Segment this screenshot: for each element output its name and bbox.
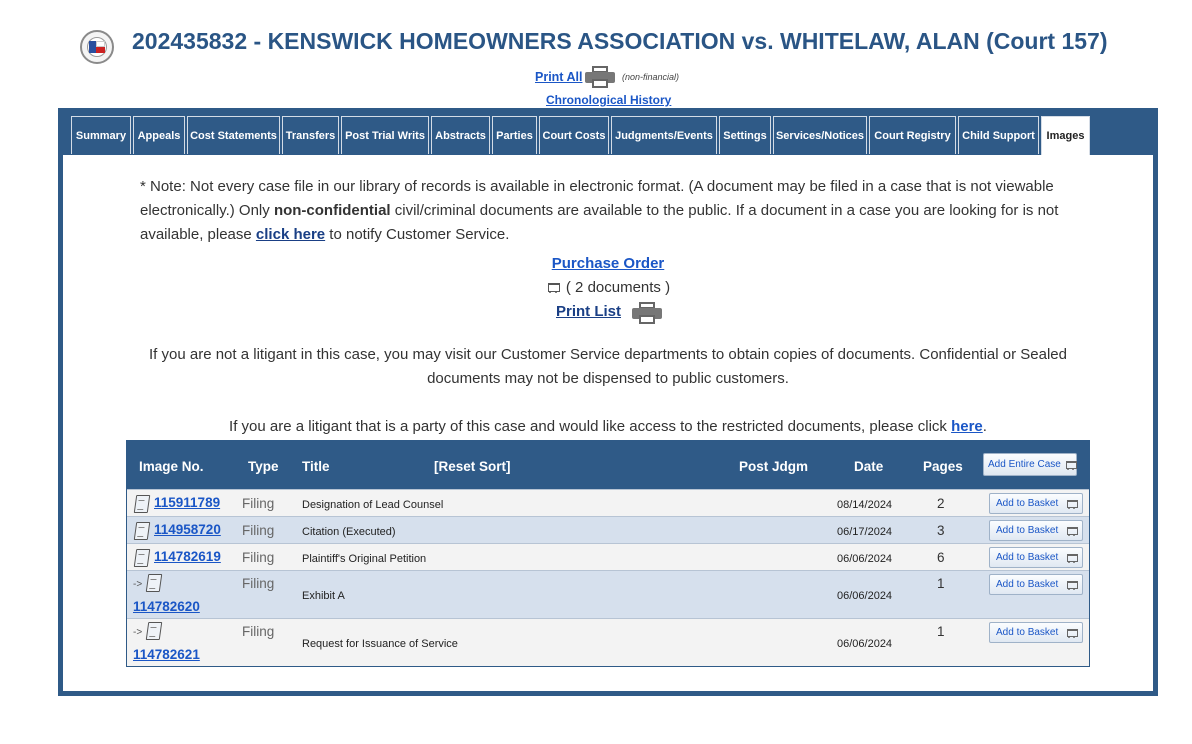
- litigant-notice: [63, 415, 1153, 439]
- purchase-order-link[interactable]: Purchase Order: [551, 255, 665, 272]
- tab-child-support[interactable]: Child Support: [958, 116, 1039, 154]
- availability-note: [140, 175, 1090, 247]
- tab-court-costs[interactable]: Court Costs: [539, 116, 609, 154]
- case-title: 202435832 - KENSWICK HOMEOWNERS ASSOCIATION vs. WHITELAW, ALAN (Court 157): [132, 28, 1108, 54]
- image-number-link[interactable]: 114782620: [133, 599, 200, 614]
- print-all-link[interactable]: Print All: [535, 70, 583, 84]
- litigant-notice-end: .: [982, 418, 987, 435]
- document-icon[interactable]: [146, 622, 163, 640]
- title-cell: Plaintiff's Original Petition: [302, 553, 427, 565]
- document-icon[interactable]: [134, 549, 151, 567]
- tab-transfers[interactable]: Transfers: [282, 116, 339, 154]
- non-litigant-notice: If you are not a litigant in this case, you may visit our Customer Service departments to obtain copies of documents. Confidential or Sealed documents may not be dispensed to public customers.: [149, 346, 1067, 387]
- click-here-link[interactable]: click here: [255, 226, 326, 243]
- table-row: [127, 618, 1089, 666]
- tab-settings[interactable]: Settings: [719, 116, 771, 154]
- tab-court-registry[interactable]: Court Registry: [869, 116, 956, 154]
- image-number-link[interactable]: 114782619: [154, 549, 221, 564]
- tab-images[interactable]: Images: [1041, 116, 1090, 155]
- add-to-basket-button[interactable]: [989, 493, 1083, 514]
- document-icon[interactable]: [134, 522, 151, 540]
- header-title[interactable]: Title: [302, 459, 330, 474]
- reset-sort-link[interactable]: [Reset Sort]: [434, 459, 511, 474]
- tab-judgments-events[interactable]: Judgments/Events: [611, 116, 717, 154]
- case-frame: [58, 108, 1158, 696]
- add-entire-case-label: Add Entire Case: [988, 459, 1061, 470]
- header-image-no[interactable]: Image No.: [139, 459, 204, 474]
- images-table: [126, 440, 1090, 667]
- add-to-basket-button[interactable]: [989, 520, 1083, 541]
- pages-cell: 6: [937, 550, 945, 565]
- tab-cost-statements[interactable]: Cost Statements: [187, 116, 280, 154]
- table-row: [127, 489, 1089, 516]
- pages-cell: 2: [937, 496, 945, 511]
- add-entire-case-button[interactable]: [983, 453, 1077, 476]
- date-cell: 06/06/2024: [837, 553, 893, 565]
- header-pages[interactable]: Pages: [923, 459, 963, 474]
- add-to-basket-label: Add to Basket: [996, 579, 1059, 590]
- title-cell: Citation (Executed): [302, 526, 396, 538]
- add-to-basket-label: Add to Basket: [996, 525, 1059, 536]
- cart-icon: [1066, 553, 1078, 563]
- table-row: [127, 516, 1089, 543]
- add-to-basket-button[interactable]: [989, 547, 1083, 568]
- tab-summary[interactable]: Summary: [71, 116, 131, 154]
- documents-count-text: ( 2 documents ): [565, 279, 671, 296]
- title-cell: Designation of Lead Counsel: [302, 499, 444, 511]
- images-panel: [63, 155, 1153, 691]
- image-number-link[interactable]: 114782621: [133, 647, 200, 662]
- cart-icon: [1066, 499, 1078, 509]
- pages-cell: 1: [937, 624, 945, 639]
- child-arrow: ->: [133, 627, 143, 638]
- note-text-2: civil/criminal documents are available to the public. If a document in a case you are looking for is not available, please: [140, 202, 1059, 243]
- title-cell: Request for Issuance of Service: [302, 638, 458, 650]
- non-financial-label: (non-financial): [622, 72, 680, 82]
- child-arrow: ->: [133, 579, 143, 590]
- cart-icon: [546, 282, 560, 293]
- cart-icon: [1065, 460, 1076, 470]
- add-to-basket-button[interactable]: [989, 574, 1083, 595]
- table-row: [127, 570, 1089, 618]
- here-link[interactable]: here: [951, 418, 983, 435]
- type-cell: Filing: [242, 523, 275, 538]
- note-bold: non-confidential: [273, 202, 391, 219]
- printer-icon[interactable]: [585, 66, 615, 88]
- type-cell: Filing: [242, 576, 275, 591]
- tab-services-notices[interactable]: Services/Notices: [773, 116, 867, 154]
- tab-abstracts[interactable]: Abstracts: [431, 116, 490, 154]
- title-cell: Exhibit A: [302, 590, 345, 602]
- header-post-jdgm[interactable]: Post Jdgm: [739, 459, 809, 474]
- litigant-notice-text: If you are a litigant that is a party of this case and would like access to the restricted documents, please click: [229, 418, 952, 435]
- table-row: [127, 543, 1089, 570]
- note-text: * Note: Not every case file in our library of records is available in electronic format. (A document may be filed in a case that is not viewable electronically.) Only: [140, 178, 1054, 219]
- print-list-link[interactable]: Print List: [556, 303, 622, 320]
- county-seal-icon: [80, 30, 114, 64]
- date-cell: 06/17/2024: [837, 526, 893, 538]
- cart-icon: [1066, 628, 1078, 638]
- tab-appeals[interactable]: Appeals: [133, 116, 185, 154]
- cart-icon: [1066, 526, 1078, 536]
- pages-cell: 3: [937, 523, 945, 538]
- document-icon[interactable]: [146, 574, 163, 592]
- chronological-history-link[interactable]: Chronological History: [546, 93, 672, 107]
- cart-icon: [1066, 580, 1078, 590]
- date-cell: 08/14/2024: [837, 499, 893, 511]
- date-cell: 06/06/2024: [837, 638, 893, 650]
- document-icon[interactable]: [134, 495, 151, 513]
- add-to-basket-label: Add to Basket: [996, 627, 1059, 638]
- add-to-basket-button[interactable]: [989, 622, 1083, 643]
- pages-cell: 1: [937, 576, 945, 591]
- tab-parties[interactable]: Parties: [492, 116, 537, 154]
- type-cell: Filing: [242, 550, 275, 565]
- header-type[interactable]: Type: [248, 459, 279, 474]
- date-cell: 06/06/2024: [837, 590, 893, 602]
- type-cell: Filing: [242, 624, 275, 639]
- add-to-basket-label: Add to Basket: [996, 552, 1059, 563]
- note-text-3: to notify Customer Service.: [325, 226, 510, 243]
- add-to-basket-label: Add to Basket: [996, 498, 1059, 509]
- page-header: [80, 28, 1160, 64]
- documents-count: [63, 279, 1153, 296]
- printer-icon[interactable]: [632, 302, 662, 324]
- header-date[interactable]: Date: [854, 459, 884, 474]
- image-number-link[interactable]: 115911789: [154, 495, 221, 510]
- tab-post-trial-writs[interactable]: Post Trial Writs: [341, 116, 429, 154]
- type-cell: Filing: [242, 496, 275, 511]
- image-number-link[interactable]: 114958720: [154, 522, 221, 537]
- table-header: [127, 441, 1089, 489]
